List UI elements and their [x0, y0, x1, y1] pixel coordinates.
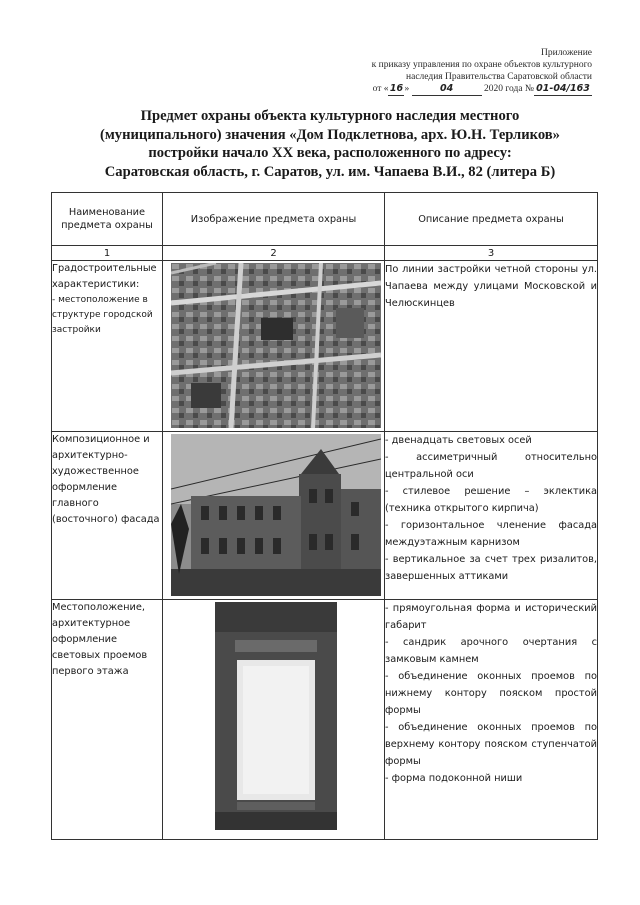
- row-name-heading: Композиционное и архитектурно-художественное оформление главного (восточного) фасада: [52, 434, 160, 525]
- row-name-cell: [52, 261, 163, 432]
- col-header-image: Изображение предмета охраны: [163, 193, 385, 246]
- description-item: - сандрик арочного очертания с замковым камнем: [385, 637, 597, 665]
- row-name-cell: [52, 432, 163, 600]
- row-name-sub: - местоположение в структуре городской застройки: [52, 295, 153, 335]
- description-item: По линии застройки четной стороны ул. Чапаева между улицами Московской и Челюскинцев: [385, 264, 597, 309]
- col-number: 2: [163, 246, 385, 261]
- col-header-name: Наименование предмета охраны: [52, 193, 163, 246]
- description-item: - горизонтальное членение фасада междуэтажным карнизом: [385, 520, 597, 548]
- row-image-cell: [163, 261, 385, 432]
- table-row: [52, 600, 598, 840]
- title-line-3: постройки начало XX века, расположенного по адресу:: [148, 145, 512, 161]
- title-line-4: Саратовская область, г. Саратов, ул. им. Чапаева В.И., 82 (литера Б): [104, 163, 556, 180]
- table-row: [52, 261, 598, 432]
- row-description-cell: [385, 600, 598, 840]
- appendix-label: Приложение: [541, 48, 592, 58]
- table-row: [52, 432, 598, 600]
- appendix-date-line: [292, 83, 592, 96]
- facade-photo-image: [171, 434, 379, 596]
- row-description-cell: [385, 261, 598, 432]
- date-prefix: от «: [372, 84, 389, 94]
- description-item: - объединение оконных проемов по нижнему контору пояском простой формы: [385, 671, 597, 716]
- date-year: 2020 года №: [483, 84, 534, 94]
- date-day: 16: [389, 83, 404, 94]
- title-line-1: Предмет охраны объекта культурного наследия местного: [140, 108, 520, 124]
- row-image-cell: [163, 432, 385, 600]
- description-item: - ассиметричный относительно центральной оси: [385, 452, 597, 480]
- description-item: - стилевое решение – эклектика (техника открытого кирпича): [385, 486, 597, 514]
- date-month: 04: [412, 83, 482, 96]
- row-description-cell: [385, 432, 598, 600]
- description-item: - форма подоконной ниши: [385, 773, 523, 784]
- row-name-heading: Местоположение, архитектурное оформление световых проемов первого этажа: [52, 602, 148, 677]
- row-name-heading: Градостроительные характеристики:: [52, 263, 157, 290]
- row-name-cell: [52, 600, 163, 840]
- description-item: - прямоугольная форма и исторический габарит: [385, 603, 597, 631]
- document-title: [60, 107, 600, 181]
- description-item: - двенадцать световых осей: [385, 435, 532, 446]
- col-number: 1: [52, 246, 163, 261]
- window-photo-image: [215, 602, 339, 830]
- order-number: 01-04/163: [534, 83, 592, 96]
- col-header-description: Описание предмета охраны: [385, 193, 598, 246]
- description-item: - вертикальное за счет трех ризалитов, завершенных аттиками: [385, 554, 597, 582]
- protection-subject-table: [51, 192, 598, 840]
- row-image-cell: [163, 600, 385, 840]
- aerial-map-image: [171, 263, 379, 428]
- appendix-order-line: к приказу управления по охране объектов культурного: [371, 60, 592, 70]
- table-header-row: [52, 193, 598, 246]
- description-item: - объединение оконных проемов по верхнему контору пояском ступенчатой формы: [385, 722, 597, 767]
- appendix-header: [292, 47, 592, 96]
- title-line-2: (муниципального) значения «Дом Подклетнова, арх. Ю.Н. Терликов»: [100, 126, 560, 143]
- date-mid: »: [404, 84, 410, 94]
- col-number: 3: [385, 246, 598, 261]
- appendix-authority-line: наследия Правительства Саратовской области: [406, 72, 592, 82]
- column-number-row: [52, 246, 598, 261]
